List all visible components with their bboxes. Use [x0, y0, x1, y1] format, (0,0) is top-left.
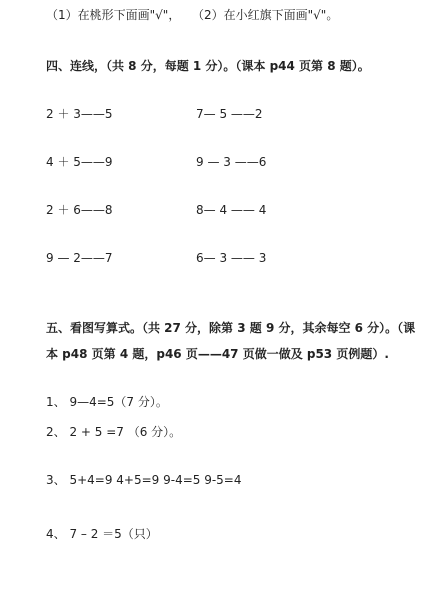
- answer-item-3: 3、 5+4=9 4+5=9 9-4=5 9-5=4: [46, 473, 242, 487]
- instruction-flag: （2）在小红旗下面画"√"。: [192, 8, 339, 22]
- match-right-3: 8— 4 —— 4: [196, 203, 267, 217]
- answer-item-4: 4、 7 – 2 ＝5（只）: [46, 527, 158, 541]
- match-left-2: 4 ＋ 5——9: [46, 155, 113, 169]
- match-left-4: 9 — 2——7: [46, 251, 113, 265]
- section-4-heading: 四、连线，（共 8 分，每题 1 分）。（课本 p44 页第 8 题）。: [46, 59, 370, 73]
- section-5-heading-line-1: 五、看图写算式。（共 27 分，除第 3 题 9 分，其余每空 6 分）。（课: [46, 321, 416, 335]
- instruction-peach: （1）在桃形下面画"√"，: [46, 8, 181, 22]
- match-right-4: 6— 3 —— 3: [196, 251, 267, 265]
- match-right-1: 7— 5 ——2: [196, 107, 263, 121]
- section-5-heading-line-2: 本 p48 页第 4 题，p46 页——47 页做一做及 p53 页例题）.: [46, 347, 389, 361]
- answer-item-1: 1、 9—4=5（7 分）。: [46, 395, 168, 409]
- match-left-3: 2 ＋ 6——8: [46, 203, 113, 217]
- match-right-2: 9 — 3 ——6: [196, 155, 267, 169]
- match-left-1: 2 ＋ 3——5: [46, 107, 113, 121]
- answer-item-2: 2、 2 + 5 =7 （6 分）。: [46, 425, 182, 439]
